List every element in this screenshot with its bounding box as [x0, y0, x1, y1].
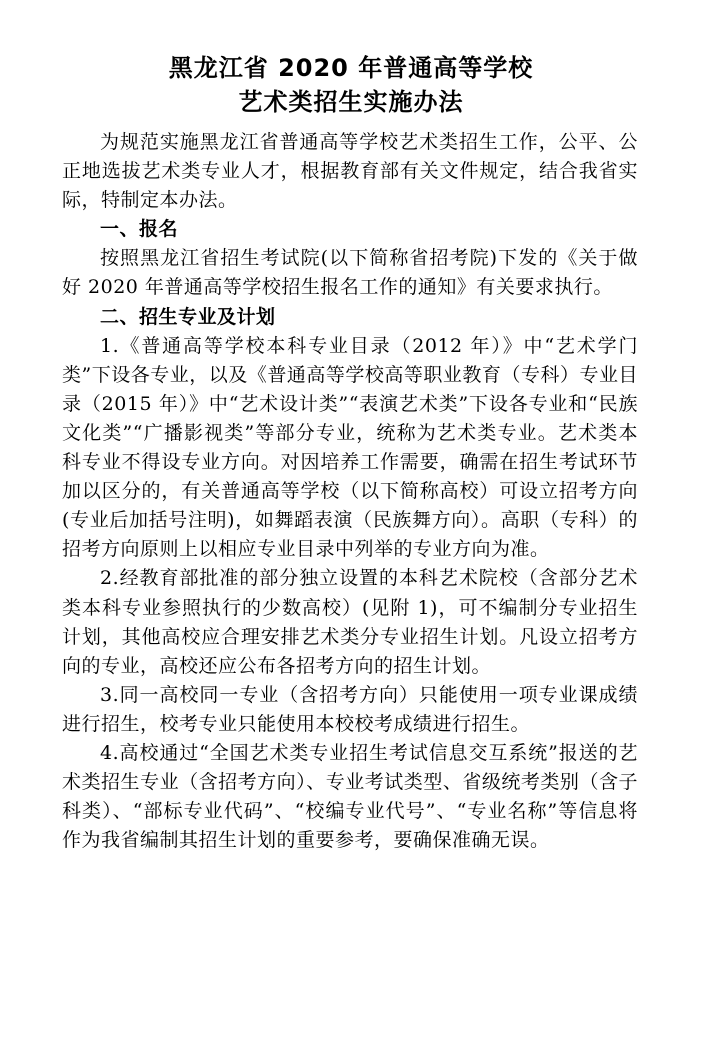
document-body	[62, 128, 638, 855]
section1-heading: 一、报名	[100, 218, 179, 241]
section2-item-4: 4.高校通过“全国艺术类专业招生考试信息交互系统”报送的艺术类招生专业（含招考方向）、专业考试类型、省级统考类别（含子科类）、“部标专业代码”、“校编专业代号”、“专业名称”等信息将作为我省编制其招生计划的重要参考，要确保准确无误。	[62, 741, 638, 852]
section2-item-1: 1.《普通高等学校本科专业目录（2012 年）》中“艺术学门类”下设各专业，以及《普通高等学校高等职业教育（专科）专业目录（2015 年）》中“艺术设计类”“表演艺术类”下设各专业和“民族文化类”“广播影视类”等部分专业，统称为艺术类专业。艺术类本科专业不得设专业方向。对因培养工作需要，确需在招生考试环节加以区分的，有关普通高等学校（以下简称高校）可设立招考方向(专业后加括号注明)，如舞蹈表演（民族舞方向）。高职（专科）的招考方向原则上以相应专业目录中列举的专业方向为准。	[62, 334, 638, 561]
document-title-line1: 黑龙江省 2020 年普通高等学校	[168, 54, 534, 82]
section1-paragraph: 按照黑龙江省招生考试院(以下简称省招考院)下发的《关于做好 2020 年普通高等学校招生报名工作的通知》有关要求执行。	[62, 247, 638, 299]
section2-item-3: 3.同一高校同一专业（含招考方向）只能使用一项专业课成绩进行招生，校考专业只能使用本校校考成绩进行招生。	[62, 683, 638, 735]
section2-item-2: 2.经教育部批准的部分独立设置的本科艺术院校（含部分艺术类本科专业参照执行的少数高校）(见附 1)，可不编制分专业招生计划，其他高校应合理安排艺术类分专业招生计划。凡设立招考方向的专业，高校还应公布各招考方向的招生计划。	[62, 567, 638, 677]
document-title-line2: 艺术类招生实施办法	[238, 88, 464, 116]
section2-heading: 二、招生专业及计划	[100, 305, 276, 328]
intro-paragraph: 为规范实施黑龙江省普通高等学校艺术类招生工作，公平、公正地选拔艺术类专业人才，根据教育部有关文件规定，结合我省实际，特制定本办法。	[62, 131, 638, 212]
